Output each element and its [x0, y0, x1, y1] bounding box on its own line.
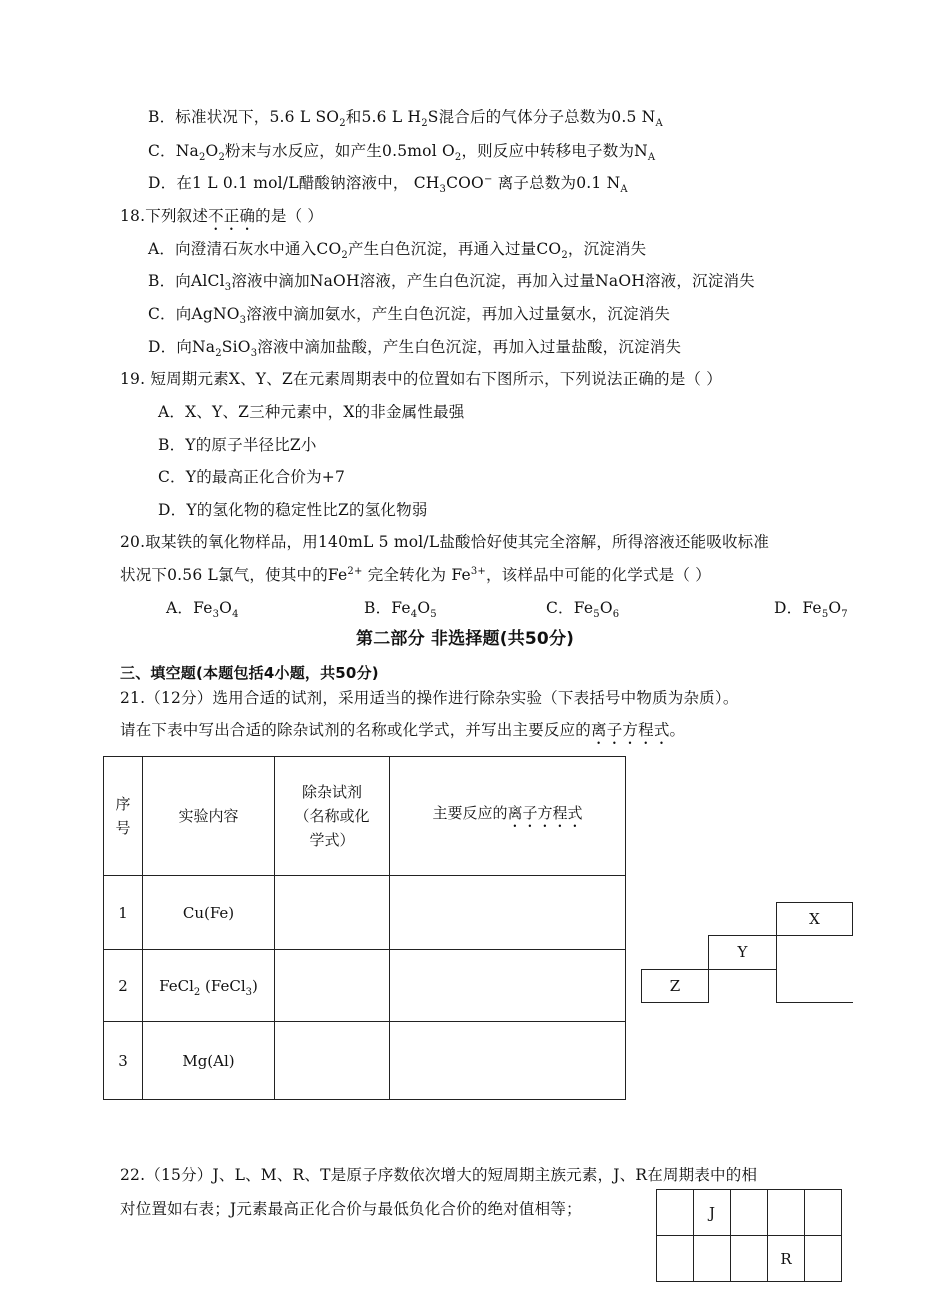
q20-option-b: B．$Fe_4O_5$: [364, 599, 437, 621]
cell-j: J: [694, 1190, 731, 1236]
q20-option-c: C．$Fe_5O_6$: [546, 599, 620, 621]
header-no: 序 号: [104, 757, 143, 876]
q20-option-a: A．$Fe_3O_4$: [166, 599, 239, 621]
reagent-answer-cell[interactable]: [275, 876, 390, 950]
section3-title: 三、填空题(本题包括4小题，共50分): [120, 664, 379, 682]
emphasis-ionic-equation: 离子方程式: [591, 721, 670, 739]
equation-answer-cell[interactable]: [390, 950, 626, 1022]
q20-stem-line1: 20.取某铁的氧化物样品，用140mL 5 mol/L盐酸恰好使其完全溶解，所得溶液还能吸收标准: [120, 533, 770, 551]
q18-option-c: C．向AgNO$_3$溶液中滴加氨水，产生白色沉淀，再加入过量氨水，沉淀消失: [148, 305, 671, 327]
table-row: 3 Mg(Al): [104, 1022, 626, 1100]
q19-option-b: B．Y的原子半径比Z小: [158, 436, 317, 454]
table-row: 1 Cu(Fe): [104, 876, 626, 950]
q18-stem: 18.下列叙述不正确的是（ ）: [120, 207, 324, 225]
q18-option-a: A．向澄清石灰水中通入$CO_2$产生白色沉淀，再通入过量$CO_2$，沉淀消失: [148, 240, 647, 262]
equation-answer-cell[interactable]: [390, 876, 626, 950]
q18-option-d: D．向$Na_2SiO_3$溶液中滴加盐酸，产生白色沉淀，再加入过量盐酸，沉淀消失: [148, 338, 682, 360]
q17-option-d: D．在1 L 0.1 mol/L醋酸钠溶液中， $CH_3COO^-$ 离子总数为0.1 $N_A$: [148, 173, 628, 196]
reagent-answer-cell[interactable]: [275, 1022, 390, 1100]
emphasis-not-correct: 不正确: [208, 207, 256, 225]
header-content: 实验内容: [143, 757, 275, 876]
cell-r: R: [768, 1236, 805, 1282]
q21-table: [103, 756, 626, 1100]
q21-stem-line1: 21.（12分）选用合适的试剂，采用适当的操作进行除杂实验（下表括号中物质为杂质）。: [120, 689, 739, 707]
q17-option-b: B．标准状况下，5.6 L $SO_2$和5.6 L $H_2S$混合后的气体分子总数为0.5 $N_A$: [148, 108, 663, 130]
q22-periodic-grid: [656, 1189, 842, 1282]
cell-x: X: [776, 902, 853, 936]
table-header-row: [104, 757, 626, 876]
q17-option-c: C．$Na_2O_2$粉末与水反应，如产生0.5mol $O_2$，则反应中转移电子数为$N_A$: [148, 142, 656, 164]
cell-z: Z: [641, 969, 709, 1003]
q19-option-c: C．Y的最高正化合价为+7: [158, 468, 346, 486]
part2-title: 第二部分 非选择题(共50分): [356, 629, 575, 649]
q21-stem-line2: 请在下表中写出合适的除杂试剂的名称或化学式，并写出主要反应的离子方程式。: [120, 721, 686, 739]
q19-option-a: A．X、Y、Z三种元素中，X的非金属性最强: [158, 403, 465, 421]
table-row: 2 FeCl$_2$ (FeCl$_3$): [104, 950, 626, 1022]
q20-option-d: D．$Fe_5O_7$: [774, 599, 848, 621]
reagent-answer-cell[interactable]: [275, 950, 390, 1022]
cell-y: Y: [708, 935, 777, 970]
header-equation: 主要反应的离子方程式: [390, 757, 626, 876]
q20-stem-line2: 状况下0.56 L氯气，使其中的$Fe^{2+}$ 完全转化为 $Fe^{3+}$，该样品中可能的化学式是（ ）: [120, 565, 711, 584]
q22-stem-line2: 对位置如右表；J元素最高正化合价与最低负化合价的绝对值相等；: [120, 1200, 582, 1218]
q19-option-d: D．Y的氢化物的稳定性比Z的氢化物弱: [158, 501, 428, 519]
q22-stem-line1: 22.（15分）J、L、M、R、T是原子序数依次增大的短周期主族元素，J、R在周期表中的相: [120, 1166, 758, 1184]
q18-option-b: B．向AlCl$_3$溶液中滴加NaOH溶液，产生白色沉淀，再加入过量NaOH溶液，沉淀消失: [148, 272, 755, 294]
header-reagent: 除杂试剂 （名称或化 学式）: [275, 757, 390, 876]
cell-below-x: [776, 935, 853, 1003]
equation-answer-cell[interactable]: [390, 1022, 626, 1100]
q19-stem: 19. 短周期元素X、Y、Z在元素周期表中的位置如右下图所示，下列说法正确的是（ ）: [120, 370, 722, 388]
